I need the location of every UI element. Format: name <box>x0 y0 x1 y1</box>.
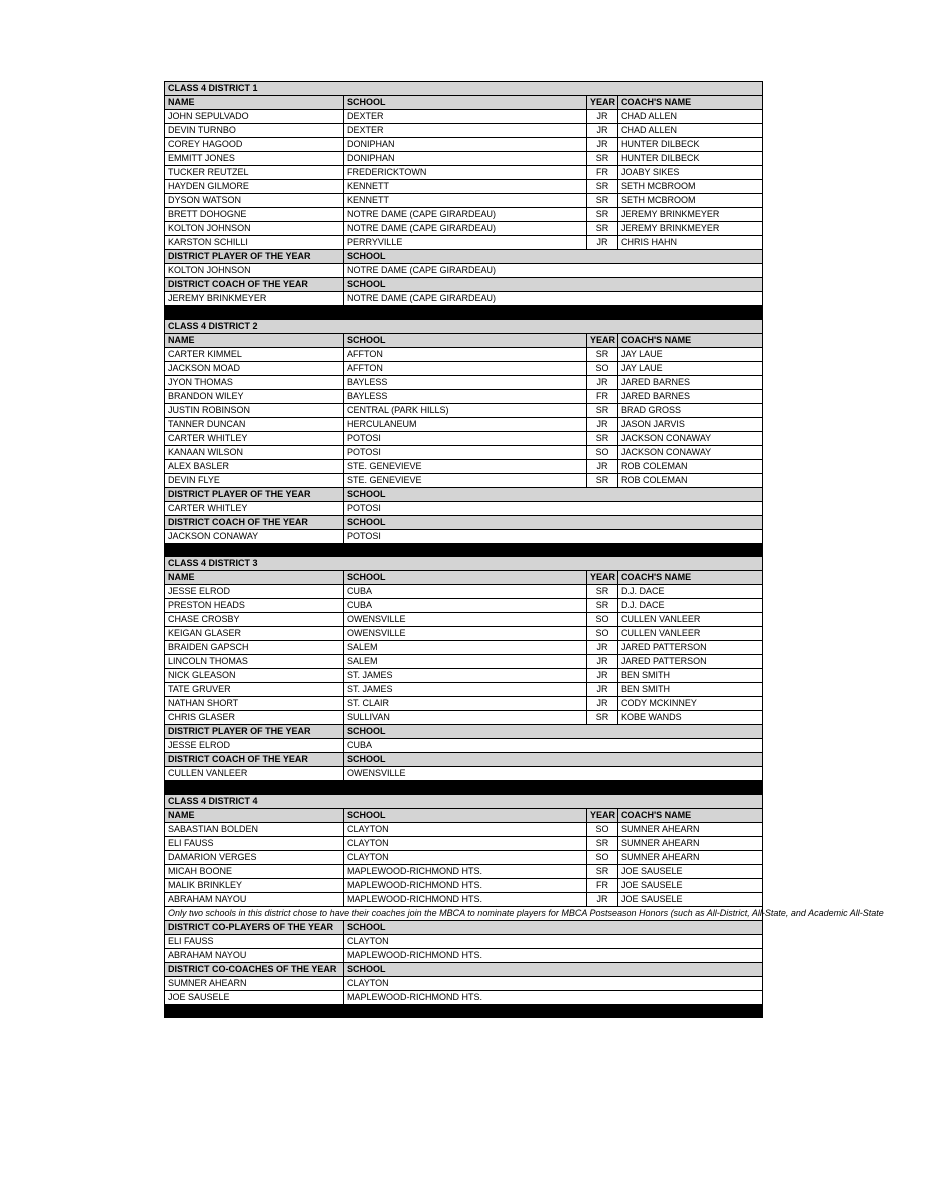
player-row <box>165 431 763 445</box>
coach-name: SUMNER AHEARN <box>618 836 763 850</box>
player-name: HAYDEN GILMORE <box>165 180 344 194</box>
player-row <box>165 236 763 250</box>
award-label: DISTRICT COACH OF THE YEAR <box>165 515 344 529</box>
player-school: STE. GENEVIEVE <box>344 459 587 473</box>
player-year: SR <box>587 347 618 361</box>
player-row <box>165 850 763 864</box>
player-name: CHASE CROSBY <box>165 613 344 627</box>
header-school: SCHOOL <box>344 808 587 822</box>
header-coach: COACH'S NAME <box>618 96 763 110</box>
header-coach: COACH'S NAME <box>618 808 763 822</box>
player-name: ELI FAUSS <box>165 836 344 850</box>
award-header-row <box>165 753 763 767</box>
award-label: DISTRICT COACH OF THE YEAR <box>165 753 344 767</box>
player-school: DONIPHAN <box>344 138 587 152</box>
column-header-row <box>165 571 763 585</box>
player-name: TANNER DUNCAN <box>165 417 344 431</box>
player-school: MAPLEWOOD-RICHMOND HTS. <box>344 864 587 878</box>
award-school-label: SCHOOL <box>344 920 763 934</box>
coach-name: KOBE WANDS <box>618 711 763 725</box>
player-name: JYON THOMAS <box>165 375 344 389</box>
player-name: ABRAHAM NAYOU <box>165 892 344 906</box>
coach-name: SETH MCBROOM <box>618 194 763 208</box>
district-title: CLASS 4 DISTRICT 2 <box>165 319 763 333</box>
player-year: SR <box>587 152 618 166</box>
player-school: CLAYTON <box>344 822 587 836</box>
coach-name: CULLEN VANLEER <box>618 627 763 641</box>
player-school: OWENSVILLE <box>344 613 587 627</box>
column-header-row <box>165 808 763 822</box>
player-year: FR <box>587 389 618 403</box>
award-label: DISTRICT CO-PLAYERS OF THE YEAR <box>165 920 344 934</box>
coach-name: JOE SAUSELE <box>618 878 763 892</box>
coach-name: JOABY SIKES <box>618 166 763 180</box>
player-row <box>165 180 763 194</box>
player-name: MALIK BRINKLEY <box>165 878 344 892</box>
player-school: POTOSI <box>344 431 587 445</box>
award-winner-name: SUMNER AHEARN <box>165 976 344 990</box>
player-row <box>165 417 763 431</box>
coach-name: D.J. DACE <box>618 585 763 599</box>
header-year: YEAR <box>587 333 618 347</box>
player-row <box>165 599 763 613</box>
header-school: SCHOOL <box>344 333 587 347</box>
coach-name: JOE SAUSELE <box>618 892 763 906</box>
player-name: TUCKER REUTZEL <box>165 166 344 180</box>
player-year: SR <box>587 836 618 850</box>
player-year: JR <box>587 375 618 389</box>
player-school: DEXTER <box>344 124 587 138</box>
player-row <box>165 892 763 906</box>
player-row <box>165 473 763 487</box>
player-school: NOTRE DAME (CAPE GIRARDEAU) <box>344 222 587 236</box>
player-school: CLAYTON <box>344 836 587 850</box>
header-coach: COACH'S NAME <box>618 571 763 585</box>
player-name: CARTER KIMMEL <box>165 347 344 361</box>
award-school-label: SCHOOL <box>344 250 763 264</box>
award-winner-name: ELI FAUSS <box>165 934 344 948</box>
award-entry-row <box>165 934 763 948</box>
coach-name: JACKSON CONAWAY <box>618 445 763 459</box>
player-name: MICAH BOONE <box>165 864 344 878</box>
player-year: JR <box>587 124 618 138</box>
coach-name: HUNTER DILBECK <box>618 152 763 166</box>
award-winner-school: POTOSI <box>344 501 763 515</box>
player-name: CHRIS GLASER <box>165 711 344 725</box>
player-year: SR <box>587 208 618 222</box>
award-school-label: SCHOOL <box>344 515 763 529</box>
player-row <box>165 124 763 138</box>
player-name: KANAAN WILSON <box>165 445 344 459</box>
header-school: SCHOOL <box>344 571 587 585</box>
all-district-table <box>164 81 884 1018</box>
award-winner-name: JOE SAUSELE <box>165 990 344 1004</box>
separator-bar <box>165 543 763 557</box>
player-year: JR <box>587 669 618 683</box>
player-school: OWENSVILLE <box>344 627 587 641</box>
award-entry-row <box>165 739 763 753</box>
award-entry-row <box>165 948 763 962</box>
district-separator <box>165 1004 763 1018</box>
player-row <box>165 878 763 892</box>
player-school: DEXTER <box>344 110 587 124</box>
coach-name: HUNTER DILBECK <box>618 138 763 152</box>
player-name: KEIGAN GLASER <box>165 627 344 641</box>
header-name: NAME <box>165 571 344 585</box>
award-header-row <box>165 515 763 529</box>
player-year: JR <box>587 641 618 655</box>
award-winner-name: CULLEN VANLEER <box>165 767 344 781</box>
coach-name: BEN SMITH <box>618 669 763 683</box>
coach-name: BEN SMITH <box>618 683 763 697</box>
coach-name: JARED PATTERSON <box>618 641 763 655</box>
award-header-row <box>165 250 763 264</box>
district-title-row <box>165 319 763 333</box>
award-winner-name: KOLTON JOHNSON <box>165 264 344 278</box>
award-winner-school: NOTRE DAME (CAPE GIRARDEAU) <box>344 292 763 306</box>
player-school: NOTRE DAME (CAPE GIRARDEAU) <box>344 208 587 222</box>
award-winner-school: OWENSVILLE <box>344 767 763 781</box>
header-year: YEAR <box>587 571 618 585</box>
player-year: SR <box>587 431 618 445</box>
player-name: COREY HAGOOD <box>165 138 344 152</box>
award-winner-school: POTOSI <box>344 529 763 543</box>
player-name: BRAIDEN GAPSCH <box>165 641 344 655</box>
player-school: HERCULANEUM <box>344 417 587 431</box>
header-year: YEAR <box>587 96 618 110</box>
player-school: AFFTON <box>344 361 587 375</box>
column-header-row <box>165 96 763 110</box>
player-name: KOLTON JOHNSON <box>165 222 344 236</box>
coach-name: CHAD ALLEN <box>618 110 763 124</box>
award-entry-row <box>165 767 763 781</box>
player-school: ST. CLAIR <box>344 697 587 711</box>
player-school: SULLIVAN <box>344 711 587 725</box>
award-header-row <box>165 278 763 292</box>
header-coach: COACH'S NAME <box>618 333 763 347</box>
player-year: SO <box>587 850 618 864</box>
award-label: DISTRICT PLAYER OF THE YEAR <box>165 250 344 264</box>
player-name: NICK GLEASON <box>165 669 344 683</box>
player-year: SR <box>587 222 618 236</box>
player-year: JR <box>587 697 618 711</box>
coach-name: D.J. DACE <box>618 599 763 613</box>
player-name: TATE GRUVER <box>165 683 344 697</box>
player-year: SR <box>587 599 618 613</box>
player-school: MAPLEWOOD-RICHMOND HTS. <box>344 878 587 892</box>
player-school: ST. JAMES <box>344 683 587 697</box>
coach-name: JARED BARNES <box>618 375 763 389</box>
district-title-row <box>165 82 763 96</box>
award-entry-row <box>165 976 763 990</box>
coach-name: BRAD GROSS <box>618 403 763 417</box>
separator-bar <box>165 1004 763 1018</box>
district-note: Only two schools in this district chose to have their coaches join the MBCA to nominate players for MBCA Postseason Honors (such as All-District, All-State, and Academic All-State <box>165 906 763 920</box>
coach-name: SETH MCBROOM <box>618 180 763 194</box>
player-row <box>165 347 763 361</box>
district-title: CLASS 4 DISTRICT 1 <box>165 82 763 96</box>
player-row <box>165 822 763 836</box>
player-name: DYSON WATSON <box>165 194 344 208</box>
player-year: SR <box>587 585 618 599</box>
player-school: BAYLESS <box>344 389 587 403</box>
player-year: SO <box>587 613 618 627</box>
award-school-label: SCHOOL <box>344 487 763 501</box>
player-year: SO <box>587 445 618 459</box>
coach-name: CHAD ALLEN <box>618 124 763 138</box>
award-label: DISTRICT COACH OF THE YEAR <box>165 278 344 292</box>
player-school: CUBA <box>344 585 587 599</box>
header-year: YEAR <box>587 808 618 822</box>
player-name: BRANDON WILEY <box>165 389 344 403</box>
award-header-row <box>165 962 763 976</box>
player-row <box>165 641 763 655</box>
player-year: JR <box>587 417 618 431</box>
player-row <box>165 683 763 697</box>
player-row <box>165 459 763 473</box>
coach-name: CULLEN VANLEER <box>618 613 763 627</box>
award-winner-name: JEREMY BRINKMEYER <box>165 292 344 306</box>
district-title-row <box>165 557 763 571</box>
player-row <box>165 138 763 152</box>
player-name: EMMITT JONES <box>165 152 344 166</box>
player-row <box>165 110 763 124</box>
award-school-label: SCHOOL <box>344 725 763 739</box>
player-year: SR <box>587 864 618 878</box>
player-row <box>165 445 763 459</box>
player-row <box>165 361 763 375</box>
award-winner-school: CLAYTON <box>344 934 763 948</box>
player-year: SR <box>587 180 618 194</box>
award-label: DISTRICT PLAYER OF THE YEAR <box>165 487 344 501</box>
award-winner-school: CLAYTON <box>344 976 763 990</box>
player-row <box>165 613 763 627</box>
player-school: ST. JAMES <box>344 669 587 683</box>
coach-name: JARED BARNES <box>618 389 763 403</box>
separator-bar <box>165 781 763 795</box>
coach-name: CHRIS HAHN <box>618 236 763 250</box>
player-name: KARSTON SCHILLI <box>165 236 344 250</box>
coach-name: SUMNER AHEARN <box>618 822 763 836</box>
award-label: DISTRICT CO-COACHES OF THE YEAR <box>165 962 344 976</box>
award-school-label: SCHOOL <box>344 753 763 767</box>
header-name: NAME <box>165 96 344 110</box>
player-name: JACKSON MOAD <box>165 361 344 375</box>
player-name: DAMARION VERGES <box>165 850 344 864</box>
coach-name: JOE SAUSELE <box>618 864 763 878</box>
player-school: KENNETT <box>344 194 587 208</box>
district-note-row <box>165 906 763 920</box>
award-winner-name: ABRAHAM NAYOU <box>165 948 344 962</box>
player-row <box>165 585 763 599</box>
award-entry-row <box>165 990 763 1004</box>
award-winner-school: NOTRE DAME (CAPE GIRARDEAU) <box>344 264 763 278</box>
player-row <box>165 403 763 417</box>
award-winner-school: CUBA <box>344 739 763 753</box>
award-header-row <box>165 487 763 501</box>
player-school: AFFTON <box>344 347 587 361</box>
award-winner-name: CARTER WHITLEY <box>165 501 344 515</box>
player-school: SALEM <box>344 641 587 655</box>
player-row <box>165 222 763 236</box>
player-row <box>165 711 763 725</box>
player-row <box>165 655 763 669</box>
player-name: DEVIN FLYE <box>165 473 344 487</box>
header-name: NAME <box>165 808 344 822</box>
district-title: CLASS 4 DISTRICT 3 <box>165 557 763 571</box>
coach-name: JEREMY BRINKMEYER <box>618 208 763 222</box>
separator-bar <box>165 306 763 320</box>
player-row <box>165 208 763 222</box>
player-row <box>165 166 763 180</box>
coach-name: JEREMY BRINKMEYER <box>618 222 763 236</box>
award-entry-row <box>165 501 763 515</box>
player-school: POTOSI <box>344 445 587 459</box>
player-name: ALEX BASLER <box>165 459 344 473</box>
coach-name: SUMNER AHEARN <box>618 850 763 864</box>
player-name: JESSE ELROD <box>165 585 344 599</box>
coach-name: JAY LAUE <box>618 347 763 361</box>
award-entry-row <box>165 292 763 306</box>
district-separator <box>165 543 763 557</box>
player-row <box>165 669 763 683</box>
award-label: DISTRICT PLAYER OF THE YEAR <box>165 725 344 739</box>
player-school: KENNETT <box>344 180 587 194</box>
header-school: SCHOOL <box>344 96 587 110</box>
player-row <box>165 627 763 641</box>
player-school: DONIPHAN <box>344 152 587 166</box>
award-entry-row <box>165 529 763 543</box>
player-name: BRETT DOHOGNE <box>165 208 344 222</box>
player-year: FR <box>587 878 618 892</box>
player-name: LINCOLN THOMAS <box>165 655 344 669</box>
award-header-row <box>165 920 763 934</box>
player-year: JR <box>587 892 618 906</box>
award-entry-row <box>165 264 763 278</box>
player-year: SR <box>587 194 618 208</box>
player-year: SR <box>587 473 618 487</box>
column-header-row <box>165 333 763 347</box>
player-year: JR <box>587 236 618 250</box>
player-name: JOHN SEPULVADO <box>165 110 344 124</box>
award-header-row <box>165 725 763 739</box>
player-row <box>165 194 763 208</box>
coach-name: ROB COLEMAN <box>618 459 763 473</box>
coach-name: JASON JARVIS <box>618 417 763 431</box>
player-row <box>165 836 763 850</box>
player-year: SO <box>587 627 618 641</box>
player-school: SALEM <box>344 655 587 669</box>
coach-name: JAY LAUE <box>618 361 763 375</box>
player-row <box>165 389 763 403</box>
award-school-label: SCHOOL <box>344 278 763 292</box>
district-separator <box>165 306 763 320</box>
player-year: JR <box>587 110 618 124</box>
header-name: NAME <box>165 333 344 347</box>
player-school: BAYLESS <box>344 375 587 389</box>
district-title-row <box>165 794 763 808</box>
player-year: JR <box>587 655 618 669</box>
player-year: SR <box>587 403 618 417</box>
player-row <box>165 375 763 389</box>
award-winner-name: JESSE ELROD <box>165 739 344 753</box>
award-winner-school: MAPLEWOOD-RICHMOND HTS. <box>344 990 763 1004</box>
player-year: SO <box>587 361 618 375</box>
player-year: JR <box>587 138 618 152</box>
coach-name: JACKSON CONAWAY <box>618 431 763 445</box>
player-school: MAPLEWOOD-RICHMOND HTS. <box>344 892 587 906</box>
player-year: SO <box>587 822 618 836</box>
award-winner-name: JACKSON CONAWAY <box>165 529 344 543</box>
player-name: PRESTON HEADS <box>165 599 344 613</box>
player-row <box>165 864 763 878</box>
coach-name: CODY MCKINNEY <box>618 697 763 711</box>
player-school: FREDERICKTOWN <box>344 166 587 180</box>
player-school: CLAYTON <box>344 850 587 864</box>
district-title: CLASS 4 DISTRICT 4 <box>165 794 763 808</box>
player-row <box>165 152 763 166</box>
district-separator <box>165 781 763 795</box>
player-year: JR <box>587 459 618 473</box>
player-school: CENTRAL (PARK HILLS) <box>344 403 587 417</box>
player-school: STE. GENEVIEVE <box>344 473 587 487</box>
player-name: SABASTIAN BOLDEN <box>165 822 344 836</box>
player-name: CARTER WHITLEY <box>165 431 344 445</box>
player-name: DEVIN TURNBO <box>165 124 344 138</box>
award-school-label: SCHOOL <box>344 962 763 976</box>
player-school: PERRYVILLE <box>344 236 587 250</box>
player-name: NATHAN SHORT <box>165 697 344 711</box>
player-school: CUBA <box>344 599 587 613</box>
coach-name: ROB COLEMAN <box>618 473 763 487</box>
player-year: SR <box>587 711 618 725</box>
coach-name: JARED PATTERSON <box>618 655 763 669</box>
player-row <box>165 697 763 711</box>
award-winner-school: MAPLEWOOD-RICHMOND HTS. <box>344 948 763 962</box>
player-year: FR <box>587 166 618 180</box>
player-year: JR <box>587 683 618 697</box>
player-name: JUSTIN ROBINSON <box>165 403 344 417</box>
